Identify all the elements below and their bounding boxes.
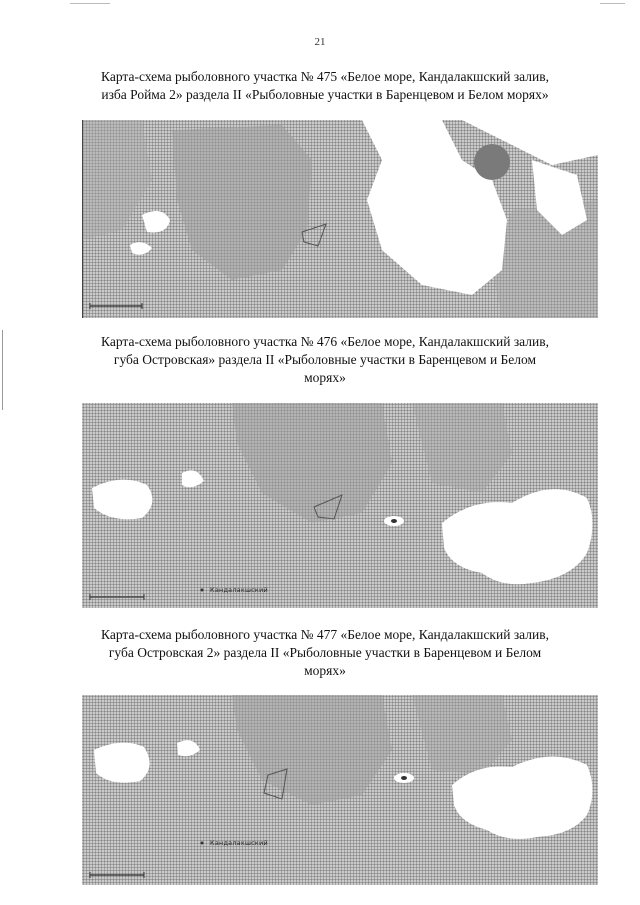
map-caption-476 [70,333,580,387]
map-image-477 [82,695,598,885]
caption-line: Карта-схема рыболовного участка № 477 «Белое море, Кандалакшский залив, [101,627,549,642]
caption-line: губа Островская» раздела II «Рыболовные участки в Баренцевом и Белом [113,352,537,367]
caption-line: морях» [304,663,346,678]
map-caption-475 [70,68,580,104]
map-image-475 [82,120,598,318]
map-place-label: Кандалакшский [210,586,268,594]
map-place-label: Кандалакшский [210,839,268,847]
caption-line: губа Островская 2» раздела II «Рыболовные участки в Баренцевом и Белом [108,645,542,660]
map-476-drawing [82,403,598,608]
caption-line: Карта-схема рыболовного участка № 476 «Белое море, Кандалакшский залив, [101,334,549,349]
map-caption-477 [70,626,580,680]
scan-mark-right [600,3,625,4]
caption-line: морях» [304,370,346,385]
scan-edge-line [2,330,3,410]
map-475-drawing [82,120,598,318]
map-image-476 [82,403,598,608]
caption-line: Карта-схема рыболовного участка № 475 «Белое море, Кандалакшский залив, [101,69,549,84]
page-number: 21 [314,36,326,48]
scan-mark-left [70,3,110,4]
map-477-drawing [82,695,598,885]
caption-line: изба Ройма 2» раздела II «Рыболовные участки в Баренцевом и Белом морях» [101,87,549,102]
